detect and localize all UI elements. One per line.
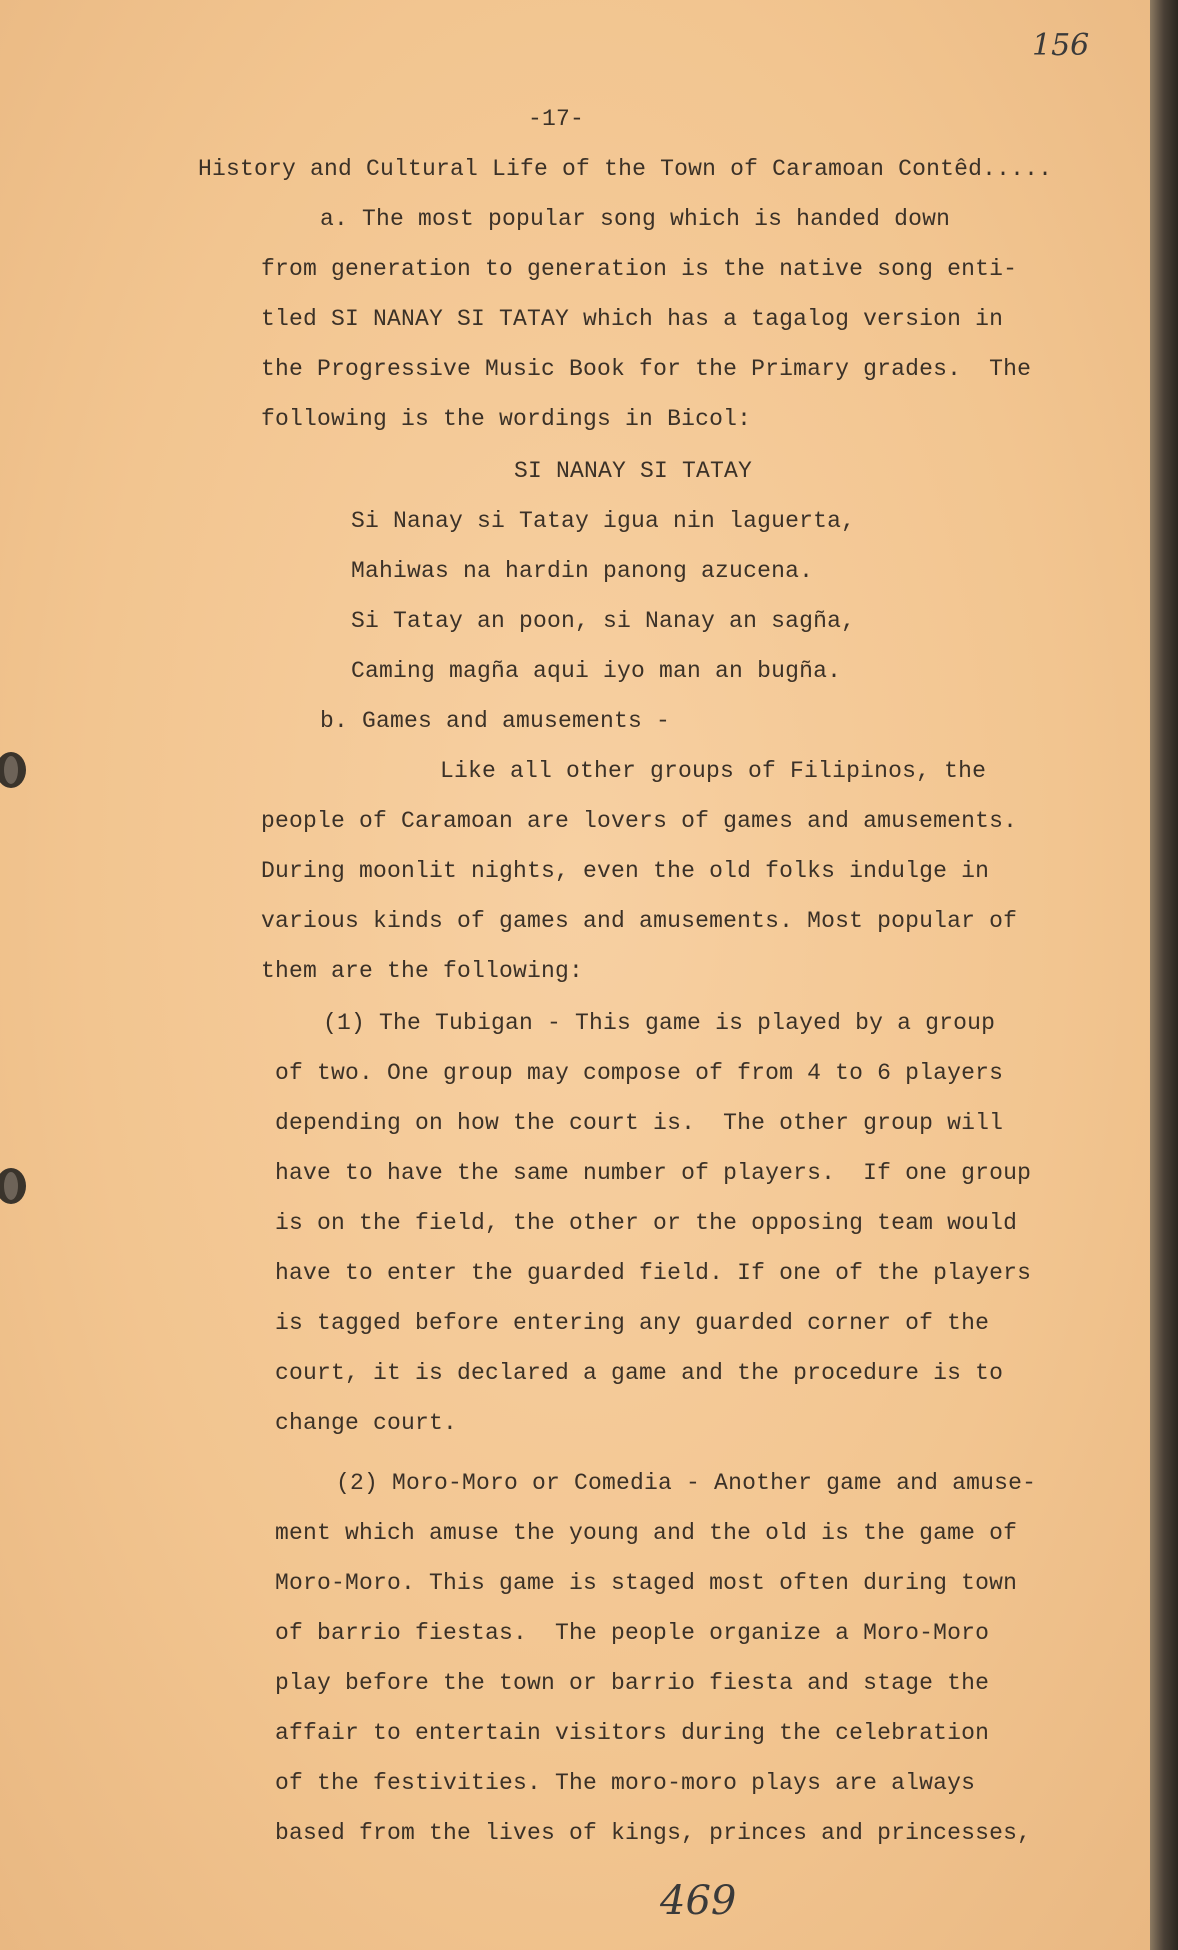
item2-line: ment which amuse the young and the old is the game of: [275, 1520, 1018, 1546]
item2-line: of the festivities. The moro-moro plays are always: [275, 1770, 976, 1796]
para-a-line: a. The most popular song which is handed down: [320, 206, 951, 232]
item2-line: affair to entertain visitors during the celebration: [275, 1720, 990, 1746]
heading: History and Cultural Life of the Town of Caramoan Contêd.....: [198, 156, 1053, 182]
para-b-line: various kinds of games and amusements. Most popular of: [261, 908, 1018, 934]
item1-line: is tagged before entering any guarded corner of the: [275, 1310, 990, 1336]
para-b-line: people of Caramoan are lovers of games and amusements.: [261, 808, 1018, 834]
item1-line: have to have the same number of players. If one group: [275, 1160, 1032, 1186]
item1-line: (1) The Tubigan - This game is played by a group: [323, 1010, 996, 1036]
para-b-heading: b. Games and amusements -: [320, 708, 671, 734]
para-a-line: following is the wordings in Bicol:: [261, 406, 752, 432]
para-b-line: them are the following:: [261, 958, 584, 984]
item1-line: court, it is declared a game and the procedure is to: [275, 1360, 1004, 1386]
page-edge-shadow: [1150, 0, 1178, 1950]
bottom-page-number: 469: [660, 1878, 737, 1924]
punch-hole: [0, 1168, 26, 1204]
para-a-line: from generation to generation is the native song enti-: [261, 256, 1018, 282]
item1-line: depending on how the court is. The other group will: [275, 1110, 1004, 1136]
para-a-line: tled SI NANAY SI TATAY which has a tagalog version in: [261, 306, 1004, 332]
song-line: Si Tatay an poon, si Nanay an sagña,: [351, 608, 856, 634]
item2-line: of barrio fiestas. The people organize a Moro-Moro: [275, 1620, 990, 1646]
item1-line: is on the field, the other or the opposing team would: [275, 1210, 1018, 1236]
item1-line: change court.: [275, 1410, 458, 1436]
item2-line: based from the lives of kings, princes and princesses,: [275, 1820, 1032, 1846]
item2-line: (2) Moro-Moro or Comedia - Another game and amuse-: [336, 1470, 1037, 1496]
para-a-line: the Progressive Music Book for the Primary grades. The: [261, 356, 1032, 382]
item2-line: Moro-Moro. This game is staged most often during town: [275, 1570, 1018, 1596]
punch-hole: [0, 752, 26, 788]
song-line: Mahiwas na hardin panong azucena.: [351, 558, 814, 584]
song-line: Caming magña aqui iyo man an bugña.: [351, 658, 842, 684]
para-b-line: During moonlit nights, even the old folks indulge in: [261, 858, 990, 884]
item1-line: of two. One group may compose of from 4 to 6 players: [275, 1060, 1004, 1086]
para-b-line: Like all other groups of Filipinos, the: [440, 758, 987, 784]
item1-line: have to enter the guarded field. If one of the players: [275, 1260, 1032, 1286]
item2-line: play before the town or barrio fiesta and stage the: [275, 1670, 990, 1696]
corner-page-number: 156: [1032, 28, 1090, 63]
song-title: SI NANAY SI TATAY: [514, 458, 753, 484]
page-number: -17-: [528, 106, 585, 132]
song-line: Si Nanay si Tatay igua nin laguerta,: [351, 508, 856, 534]
